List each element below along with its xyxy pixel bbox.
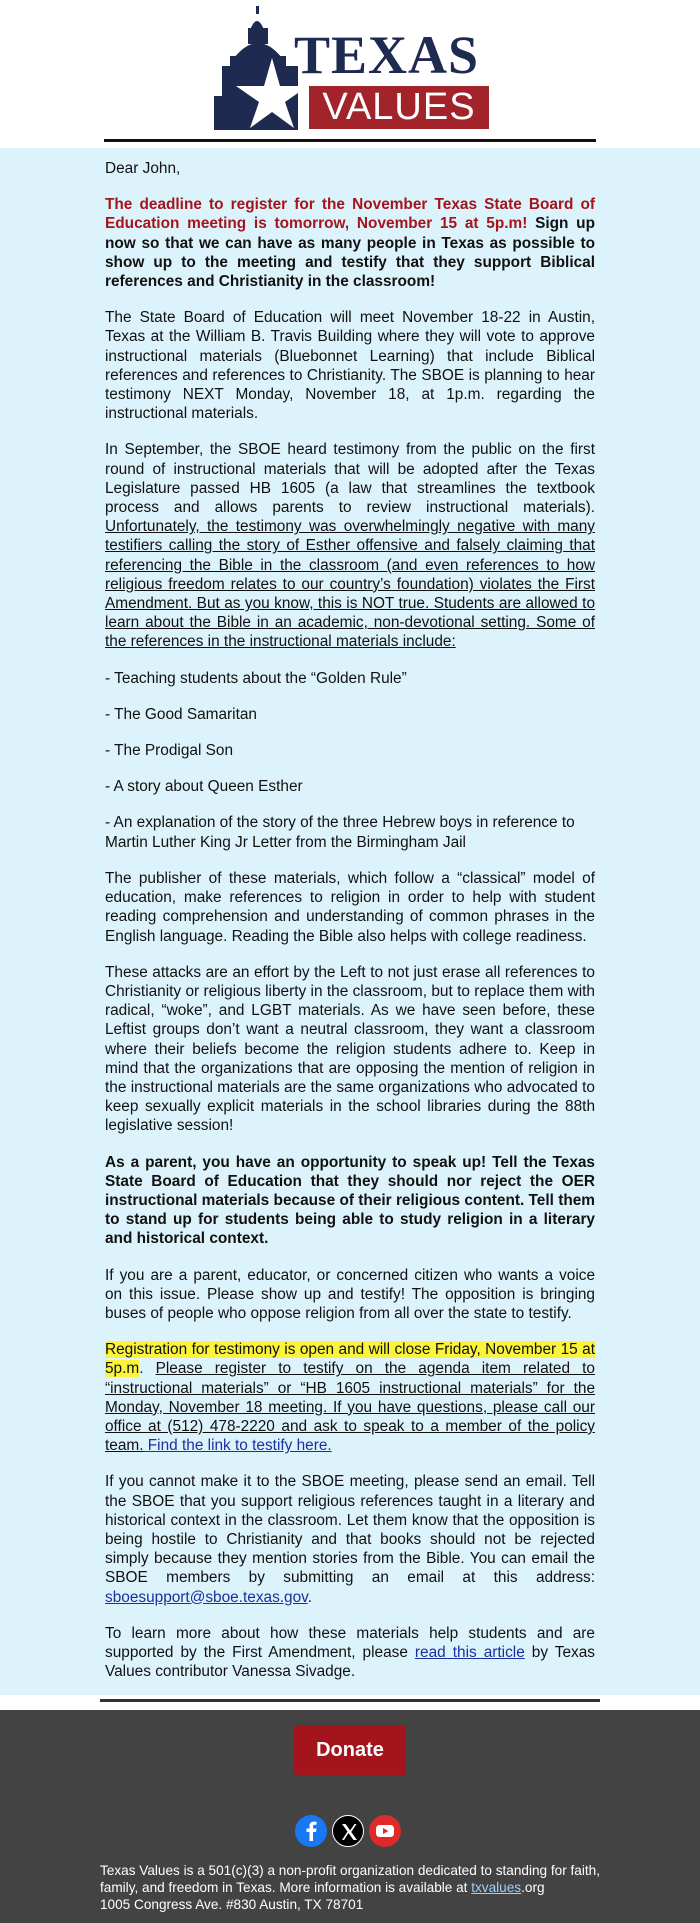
testimony-underlined-text: Unfortunately, the testimony was overwhelmingly negative with many testifiers calling the story of Esther offensive and falsely claiming that referencing the Bible in the classroom (and even references to how religious freedom relates to our country’s foundation) violates the First Amendment. But as you know, this is NOT true. Students are allowed to learn about the Bible in an academic, non-devotional setting. Some of the references in the instructional materials include: (105, 518, 595, 651)
list-item: - A story about Queen Esther (105, 778, 303, 796)
logo-values-text: VALUES (322, 86, 476, 128)
facebook-icon[interactable] (295, 1815, 327, 1847)
footer-fine-print (100, 1862, 600, 1913)
paragraph-publisher: The publisher of these materials, which follow a “classical” model of education, make references to religion in order to help with student reading comprehension and understanding of common phrases in the English language. Reading the Bible also helps with college readiness. (105, 869, 595, 945)
header-divider (104, 139, 596, 142)
registration-dot: . (139, 1360, 156, 1378)
paragraph-deadline (105, 195, 595, 291)
texas-values-logo[interactable] (212, 6, 490, 130)
signup-call-text: Sign up now so that we can have as many people in Texas as possible to show up to the meeting and testify that they support Biblical references and Christianity in the classroom! (105, 215, 595, 291)
paragraph-email-sboe (105, 1472, 595, 1606)
email-sboe-text: If you cannot make it to the SBOE meeting, please send an email. Tell the SBOE that you support religious references taught in a literary and historical context in the classroom. Let them know that the opposition is being hostile to Christianity and that books should not be rejected simply because they mention stories from the Bible. You can email the SBOE members by submitting an email at this address: (105, 1473, 595, 1587)
sboe-email-link[interactable]: sboesupport@sboe.texas.gov (105, 1588, 308, 1606)
paragraph-meeting: The State Board of Education will meet November 18-22 in Austin, Texas at the William B. Travis Building where they will vote to approve instructional materials (Bluebonnet Learning) that include Biblical references and references to Christianity. The SBOE is planning to hear testimony NEXT Monday, November 18, at 1p.m. regarding the instructional materials. (105, 309, 595, 423)
list-item: - Teaching students about the “Golden Rule” (105, 669, 407, 687)
logo-values-box (309, 86, 489, 129)
learn-more-text: To learn more about how these materials help students and are supported by the First Amendment, please (105, 1624, 595, 1661)
list-item: - An explanation of the story of the three Hebrew boys in reference to Martin Luther King Jr Letter from the Birmingham Jail (105, 814, 575, 851)
donate-button[interactable]: Donate (294, 1725, 406, 1775)
email-body (0, 148, 700, 1695)
paragraph-testify: If you are a parent, educator, or concerned citizen who wants a voice on this issue. Please show up and testify! The opposition is bringing buses of people who oppose religion from all over the state to testify. (105, 1266, 595, 1322)
deadline-alert-text: The deadline to register for the November Texas State Board of Education meeting is tomorrow, November 15 at 5p.m! (105, 196, 595, 233)
org-description: Texas Values is a 501(c)(3) a non-profit organization dedicated to standing for faith, family, and freedom in Texas. More information is available at (100, 1863, 600, 1895)
testify-link[interactable]: Find the link to testify here. (143, 1437, 332, 1455)
paragraph-attacks: These attacks are an effort by the Left to not just erase all references to Christianity or religious liberty in the classroom, but to replace them with radical, “woke”, and LGBT materials. As we have seen before, these Leftist groups don’t want a neutral classroom, they want a classroom where their beliefs become the religion students adhere to. Keep in mind that the organizations that are opposing the mention of religion in the instructional materials are the same organizations who advocated to keep sexually explicit materials in the school libraries during the 88th legislative session! (105, 963, 595, 1135)
logo-texas-text: TEXAS (294, 25, 480, 85)
list-item: - The Good Samaritan (105, 705, 257, 723)
september-text: In September, the SBOE heard testimony from the public on the first round of instructional materials that will be adopted after the Texas Legislature passed HB 1605 (a law that streamlines the textbook process and allows parents to review instructional materials). (105, 441, 595, 517)
footer-divider-wrap (0, 1695, 700, 1710)
greeting: Dear John, (105, 160, 181, 177)
youtube-icon[interactable] (369, 1815, 401, 1847)
email-footer (0, 1710, 700, 1923)
paragraph-speak-up: As a parent, you have an opportunity to speak up! Tell the Texas State Board of Education that they should nor reject the OER instructional materials because of their religious content. Tell them to stand up for students being able to study religion in a literary and historical context. (105, 1153, 595, 1248)
email-header (0, 0, 700, 148)
paragraph-registration (105, 1340, 595, 1455)
footer-divider (100, 1699, 600, 1702)
learn-more-end: by Texas Values contributor Vanessa Sivadge. (105, 1644, 596, 1681)
org-domain-suffix: .org (521, 1880, 545, 1895)
article-link[interactable]: read this article (414, 1644, 525, 1661)
list-item: - The Prodigal Son (105, 742, 234, 760)
paragraph-september (105, 440, 595, 651)
org-address: 1005 Congress Ave. #830 Austin, TX 78701 (100, 1897, 364, 1912)
email-sboe-end: . (307, 1588, 312, 1606)
paragraph-learn-more (105, 1624, 595, 1682)
registration-highlight: Registration for testimony is open and will close Friday, November 15 at 5p.m (105, 1341, 595, 1378)
txvalues-link[interactable]: txvalues (471, 1880, 522, 1895)
x-icon[interactable] (332, 1815, 364, 1847)
registration-instructions: Please register to testify on the agenda item related to “instructional materials” or “HB 1605 instructional materials” for the Monday, November 18 meeting. If you have questions, please call our office at (512) 478-2220 and ask to speak to a member of the policy team. (105, 1360, 595, 1455)
